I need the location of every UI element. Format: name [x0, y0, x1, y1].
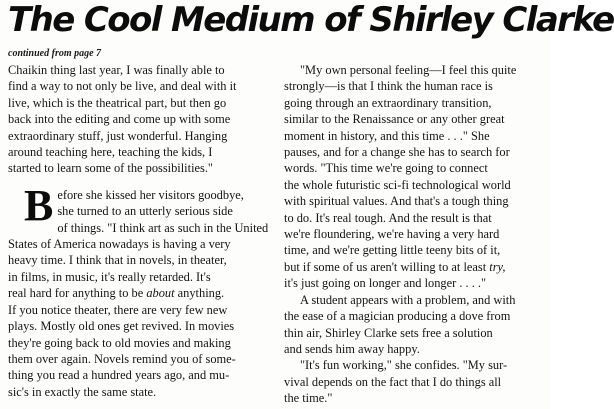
text-line-with-italic	[8, 285, 270, 301]
drop-cap-letter: B	[24, 180, 54, 230]
text-line: pauses, and for a change she has to search for	[284, 145, 510, 160]
text-line: in films, in music, it's really retarded. It's	[8, 269, 211, 284]
text-line: the time."	[284, 391, 333, 406]
article-headline: The Cool Medium of Shirley Clarke	[8, 0, 614, 40]
text-line: they're going back to old movies and making	[8, 335, 231, 350]
text-line-with-italic	[284, 259, 546, 275]
italic-word: about	[146, 286, 175, 301]
text-line: heavy time. I think that in novels, in theater,	[8, 253, 227, 268]
right-column	[284, 62, 546, 407]
left-column	[8, 62, 270, 400]
text-line: to do. It's real tough. And the result is that	[284, 210, 492, 225]
right-paragraph-2	[284, 292, 546, 308]
text-line: them over again. Novels remind you of some-	[8, 351, 236, 366]
text-line: If you notice theater, there are very few new	[8, 302, 228, 317]
text-line: it's just going on longer and longer . . . ."	[284, 276, 487, 291]
text-line: States of America nowadays is having a very	[8, 237, 231, 252]
text-line: plays. Mostly old ones get revived. In movies	[8, 319, 235, 334]
text-line: live, which is the theatrical part, but then go	[8, 95, 227, 110]
text-fragment: but if some of us aren't willing to at least	[284, 259, 487, 274]
text-line: thing you read a hundred years ago, and mu-	[8, 368, 230, 383]
text-line: vival depends on the fact that I do things all	[284, 374, 502, 389]
text-line: efore she kissed her visitors goodbye,	[57, 187, 244, 202]
text-fragment: real hard for anything to be	[8, 286, 144, 301]
text-line: Chaikin thing last year, I was finally able to	[8, 63, 225, 77]
right-paragraph-3-cont	[284, 374, 546, 407]
text-line: find a way to not only be live, and deal with it	[8, 79, 237, 94]
text-line: sic's in exactly the same state.	[8, 384, 157, 399]
text-line: moment in history, and this time . . ." She	[284, 128, 490, 143]
left-paragraph-1	[8, 62, 270, 177]
text-line: we're floundering, we're having a very hard	[284, 227, 500, 242]
text-line: "It's fun working," she confides. "My sur-	[300, 358, 508, 373]
text-line: the ease of a magician producing a dove from	[284, 309, 511, 324]
right-paragraph-2-cont	[284, 308, 546, 357]
text-line: A student appears with a problem, and with	[300, 292, 516, 307]
right-paragraph-1-cont	[284, 78, 546, 291]
text-line: of things. "I think art as such in the United	[57, 220, 269, 235]
text-line: going through an extraordinary transition,	[284, 95, 492, 110]
left-paragraph-2	[8, 180, 270, 400]
text-line: started to learn some of the possibilities."	[8, 161, 213, 176]
text-line: thin air, Shirley Clarke sets free a solution	[284, 325, 493, 340]
text-line: she turned to an utterly serious side	[57, 204, 233, 219]
text-line: time, and we're getting little teeny bits of it,	[284, 243, 501, 258]
text-fragment: anything.	[177, 286, 225, 301]
text-line: extraordinary stuff, just wonderful. Hanging	[8, 128, 228, 143]
right-paragraph-3	[284, 357, 546, 373]
text-line: strongly—is that I think the human race is	[284, 79, 493, 94]
text-line: "My own personal feeling—I feel this quite	[300, 63, 517, 77]
italic-word: try,	[489, 259, 506, 274]
text-line: similar to the Renaissance or any other great	[284, 112, 505, 127]
text-line: and sends him away happy.	[284, 341, 420, 356]
right-paragraph-1	[284, 62, 546, 78]
continued-from-note: continued from page 7	[8, 48, 102, 59]
text-line: around teaching here, teaching the kids, I	[8, 145, 213, 160]
text-line: the whole futuristic sci-fi technological world	[284, 177, 511, 192]
text-line: with spiritual values. And that's a tough thing	[284, 194, 509, 209]
text-line: words. "This time we're going to connect	[284, 161, 488, 176]
text-line: back into the editing and come up with some	[8, 112, 231, 127]
